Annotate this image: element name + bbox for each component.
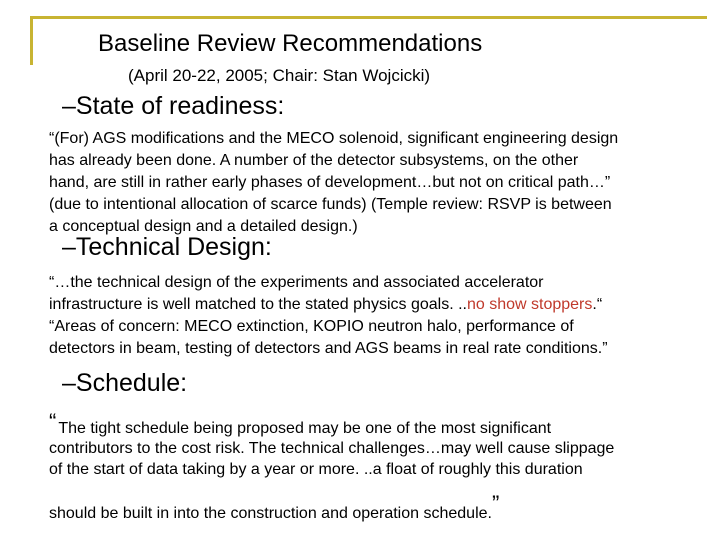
schedule-open-quote: “ (49, 409, 57, 434)
slide-subtitle: (April 20-22, 2005; Chair: Stan Wojcicki) (128, 66, 431, 85)
readiness-line: a conceptual design and a detailed design.) (49, 218, 358, 235)
technical-line: “Areas of concern: MECO extinction, KOPIO neutron halo, performance of (49, 318, 574, 335)
frame-top-border (30, 16, 707, 19)
technical-design-paragraph (49, 272, 699, 360)
technical-line (49, 294, 699, 316)
readiness-line: hand, are still in rather early phases of development…but not on critical path…” (49, 174, 611, 191)
frame-left-border (30, 16, 33, 65)
technical-line-post: .“ (592, 296, 603, 313)
schedule-line-text: should be built in into the construction and operation schedule. (49, 505, 492, 522)
readiness-line: “(For) AGS modifications and the MECO solenoid, significant engineering design (49, 130, 619, 147)
readiness-line: (due to intentional allocation of scarce funds) (Temple review: RSVP is between (49, 196, 612, 213)
schedule-line: of the start of data taking by a year or more. ..a float of roughly this duration (49, 461, 583, 478)
slide-title: Baseline Review Recommendations (98, 30, 483, 57)
readiness-line: has already been done. A number of the detector subsystems, on the other (49, 152, 579, 169)
schedule-line: contributors to the cost risk. The technical challenges…may well cause slippage (49, 440, 615, 457)
schedule-close-quote: ” (491, 491, 500, 516)
technical-line: detectors in beam, testing of detectors and AGS beams in real rate conditions.” (49, 340, 608, 357)
schedule-line (49, 409, 551, 438)
schedule-line-text: The tight schedule being proposed may be one of the most significant (58, 420, 552, 437)
readiness-paragraph (49, 128, 699, 238)
heading-technical-design: –Technical Design: (62, 233, 272, 261)
heading-state-of-readiness: –State of readiness: (62, 92, 285, 120)
heading-schedule: –Schedule: (62, 369, 188, 397)
schedule-line (49, 491, 499, 523)
no-show-stoppers-highlight: no show stoppers (466, 296, 593, 313)
technical-line-pre: infrastructure is well matched to the stated physics goals. .. (49, 296, 467, 313)
technical-line: “…the technical design of the experiments and associated accelerator (49, 274, 544, 291)
